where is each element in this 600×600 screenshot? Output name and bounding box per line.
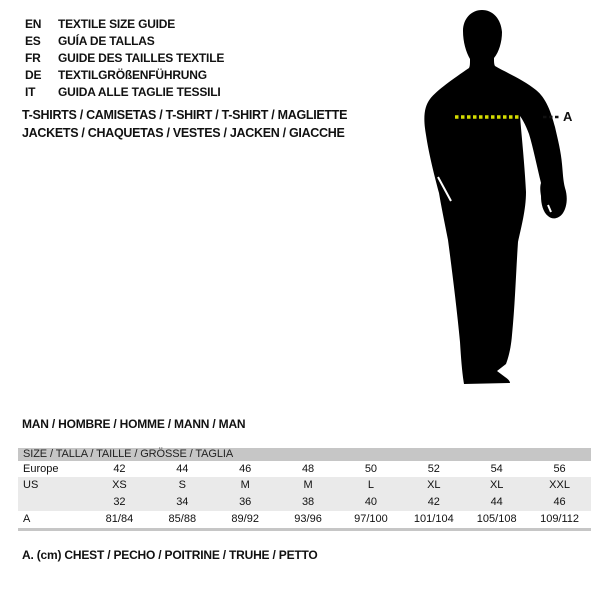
- size-cell: 44: [176, 463, 189, 475]
- size-cell: 101/104: [413, 513, 454, 525]
- size-cell: L: [367, 479, 374, 491]
- row-label: A: [23, 513, 31, 525]
- language-label: GUÍA DE TALLAS: [58, 33, 155, 48]
- size-cell: 52: [427, 463, 440, 475]
- language-code: ES: [25, 33, 41, 48]
- language-row: [25, 32, 224, 49]
- language-code: EN: [25, 16, 42, 31]
- man-silhouette-figure: [410, 5, 580, 390]
- size-cell: 50: [364, 463, 378, 475]
- row-label: [18, 494, 88, 511]
- language-label: GUIDE DES TAILLES TEXTILE: [58, 50, 225, 65]
- measurement-footnote: A. (cm) CHEST / PECHO / POITRINE / TRUHE / PETTO: [22, 548, 318, 562]
- size-cell: 54: [490, 463, 503, 475]
- size-cell: 46: [553, 496, 566, 508]
- size-cell: XL: [489, 479, 504, 491]
- language-row: [25, 49, 224, 66]
- size-cell: 85/88: [168, 513, 197, 525]
- size-cell: 38: [301, 496, 315, 508]
- size-cell: 36: [239, 496, 252, 508]
- size-cell: 40: [364, 496, 378, 508]
- size-cell: 81/84: [105, 513, 134, 525]
- size-cell: 89/92: [231, 513, 259, 525]
- size-cell: XL: [427, 479, 441, 491]
- size-cell: M: [240, 479, 250, 491]
- size-cell: S: [178, 479, 186, 491]
- size-cell: 97/100: [354, 513, 388, 525]
- size-cell: XS: [112, 479, 127, 491]
- size-cell: M: [303, 479, 313, 491]
- table-row-us: [18, 477, 591, 494]
- table-row-alt-sizes: [18, 494, 591, 511]
- size-cell: 105/108: [476, 513, 517, 525]
- language-row: [25, 83, 224, 100]
- category-tshirts: T-SHIRTS / CAMISETAS / T-SHIRT / T-SHIRT / MAGLIETTE: [22, 108, 348, 122]
- size-table-header: SIZE / TALLA / TAILLE / GRÖSSE / TAGLIA: [18, 448, 591, 461]
- table-bottom-rule: [18, 528, 591, 531]
- language-code: IT: [25, 84, 36, 99]
- row-label: Europe: [23, 463, 59, 475]
- size-cell: 109/112: [540, 513, 580, 525]
- language-label: GUIDA ALLE TAGLIE TESSILI: [58, 84, 221, 99]
- language-list: [25, 15, 224, 100]
- language-code: DE: [25, 67, 42, 82]
- size-cell: 46: [239, 463, 252, 475]
- size-cell: 93/96: [294, 513, 322, 525]
- language-label: TEXTILE SIZE GUIDE: [58, 16, 176, 31]
- table-row-europe: [18, 461, 591, 477]
- category-jackets: JACKETS / CHAQUETAS / VESTES / JACKEN / GIACCHE: [22, 126, 345, 140]
- measure-label-a: A: [563, 109, 573, 124]
- language-row: [25, 15, 224, 32]
- garment-categories: [22, 106, 347, 142]
- row-label: US: [23, 479, 39, 491]
- size-cell: 56: [553, 463, 566, 475]
- language-row: [25, 66, 224, 83]
- size-cell: 42: [427, 496, 440, 508]
- size-cell: XXL: [549, 479, 570, 491]
- size-table: [18, 448, 591, 531]
- size-cell: 34: [176, 496, 189, 508]
- size-cell: 48: [301, 463, 315, 475]
- language-code: FR: [25, 50, 41, 65]
- language-label: TEXTILGRÖßENFÜHRUNG: [58, 67, 207, 82]
- table-row-chest-cm: [18, 511, 591, 528]
- size-cell: 42: [113, 463, 126, 475]
- size-cell: 44: [490, 496, 503, 508]
- section-title-man: MAN / HOMBRE / HOMME / MANN / MAN: [22, 417, 246, 431]
- man-silhouette: [424, 10, 566, 384]
- size-cell: 32: [113, 496, 126, 508]
